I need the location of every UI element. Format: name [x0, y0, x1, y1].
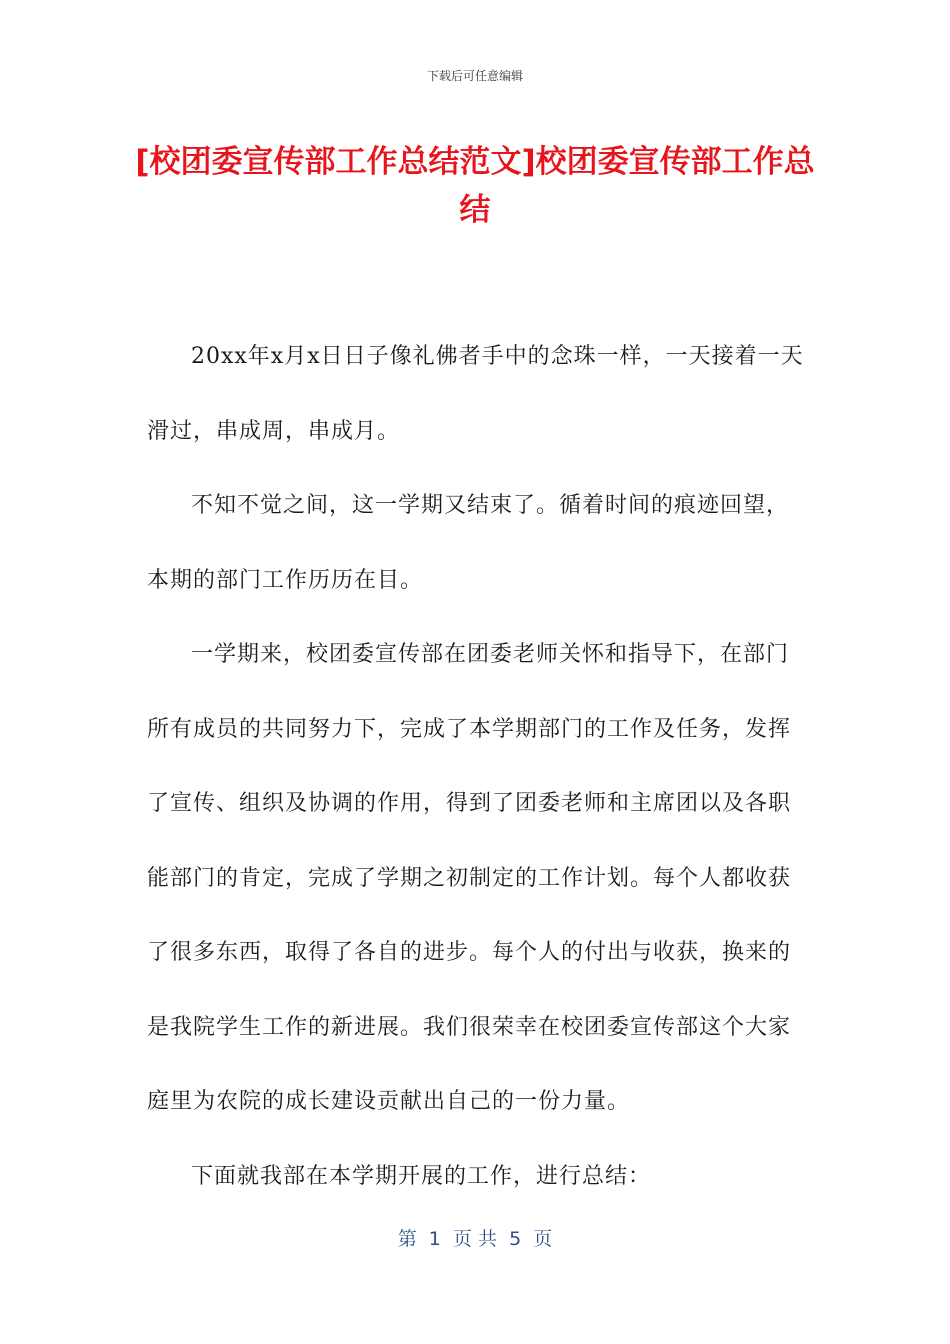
paragraph-2: 不知不觉之间，这一学期又结束了。循着时间的痕迹回望，本期的部门工作历历在目。 — [147, 493, 790, 593]
paragraph-3: 一学期来，校团委宣传部在团委老师关怀和指导下，在部门所有成员的共同努力下，完成了本学期部门的工作及任务，发挥了宣传、组织及协调的作用，得到了团委老师和主席团以及各职能部门的肯定，完成了学期之初制定的工作计划。每个人都收获了很多东西，取得了各自的进步。每个人的付出与收获，换来的是我院学生工作的新进展。我们很荣幸在校团委宣传部这个大家庭里为农院的成长建设贡献出自己的一份力量。 — [147, 642, 792, 1114]
header-note: 下载后可任意编辑 — [426, 69, 523, 83]
document-title: [校团委宣传部工作总结范文]校团委宣传部工作总结 — [135, 144, 815, 228]
page-indicator: 第 1 页 共 5 页 — [397, 1228, 553, 1250]
paragraph-4: 下面就我部在本学期开展的工作，进行总结： — [191, 1163, 652, 1189]
paragraph-1: 20xx年x月x日日子像礼佛者手中的念珠一样，一天接着一天滑过，串成周，串成月。 — [147, 344, 804, 444]
document-body — [147, 320, 807, 1214]
